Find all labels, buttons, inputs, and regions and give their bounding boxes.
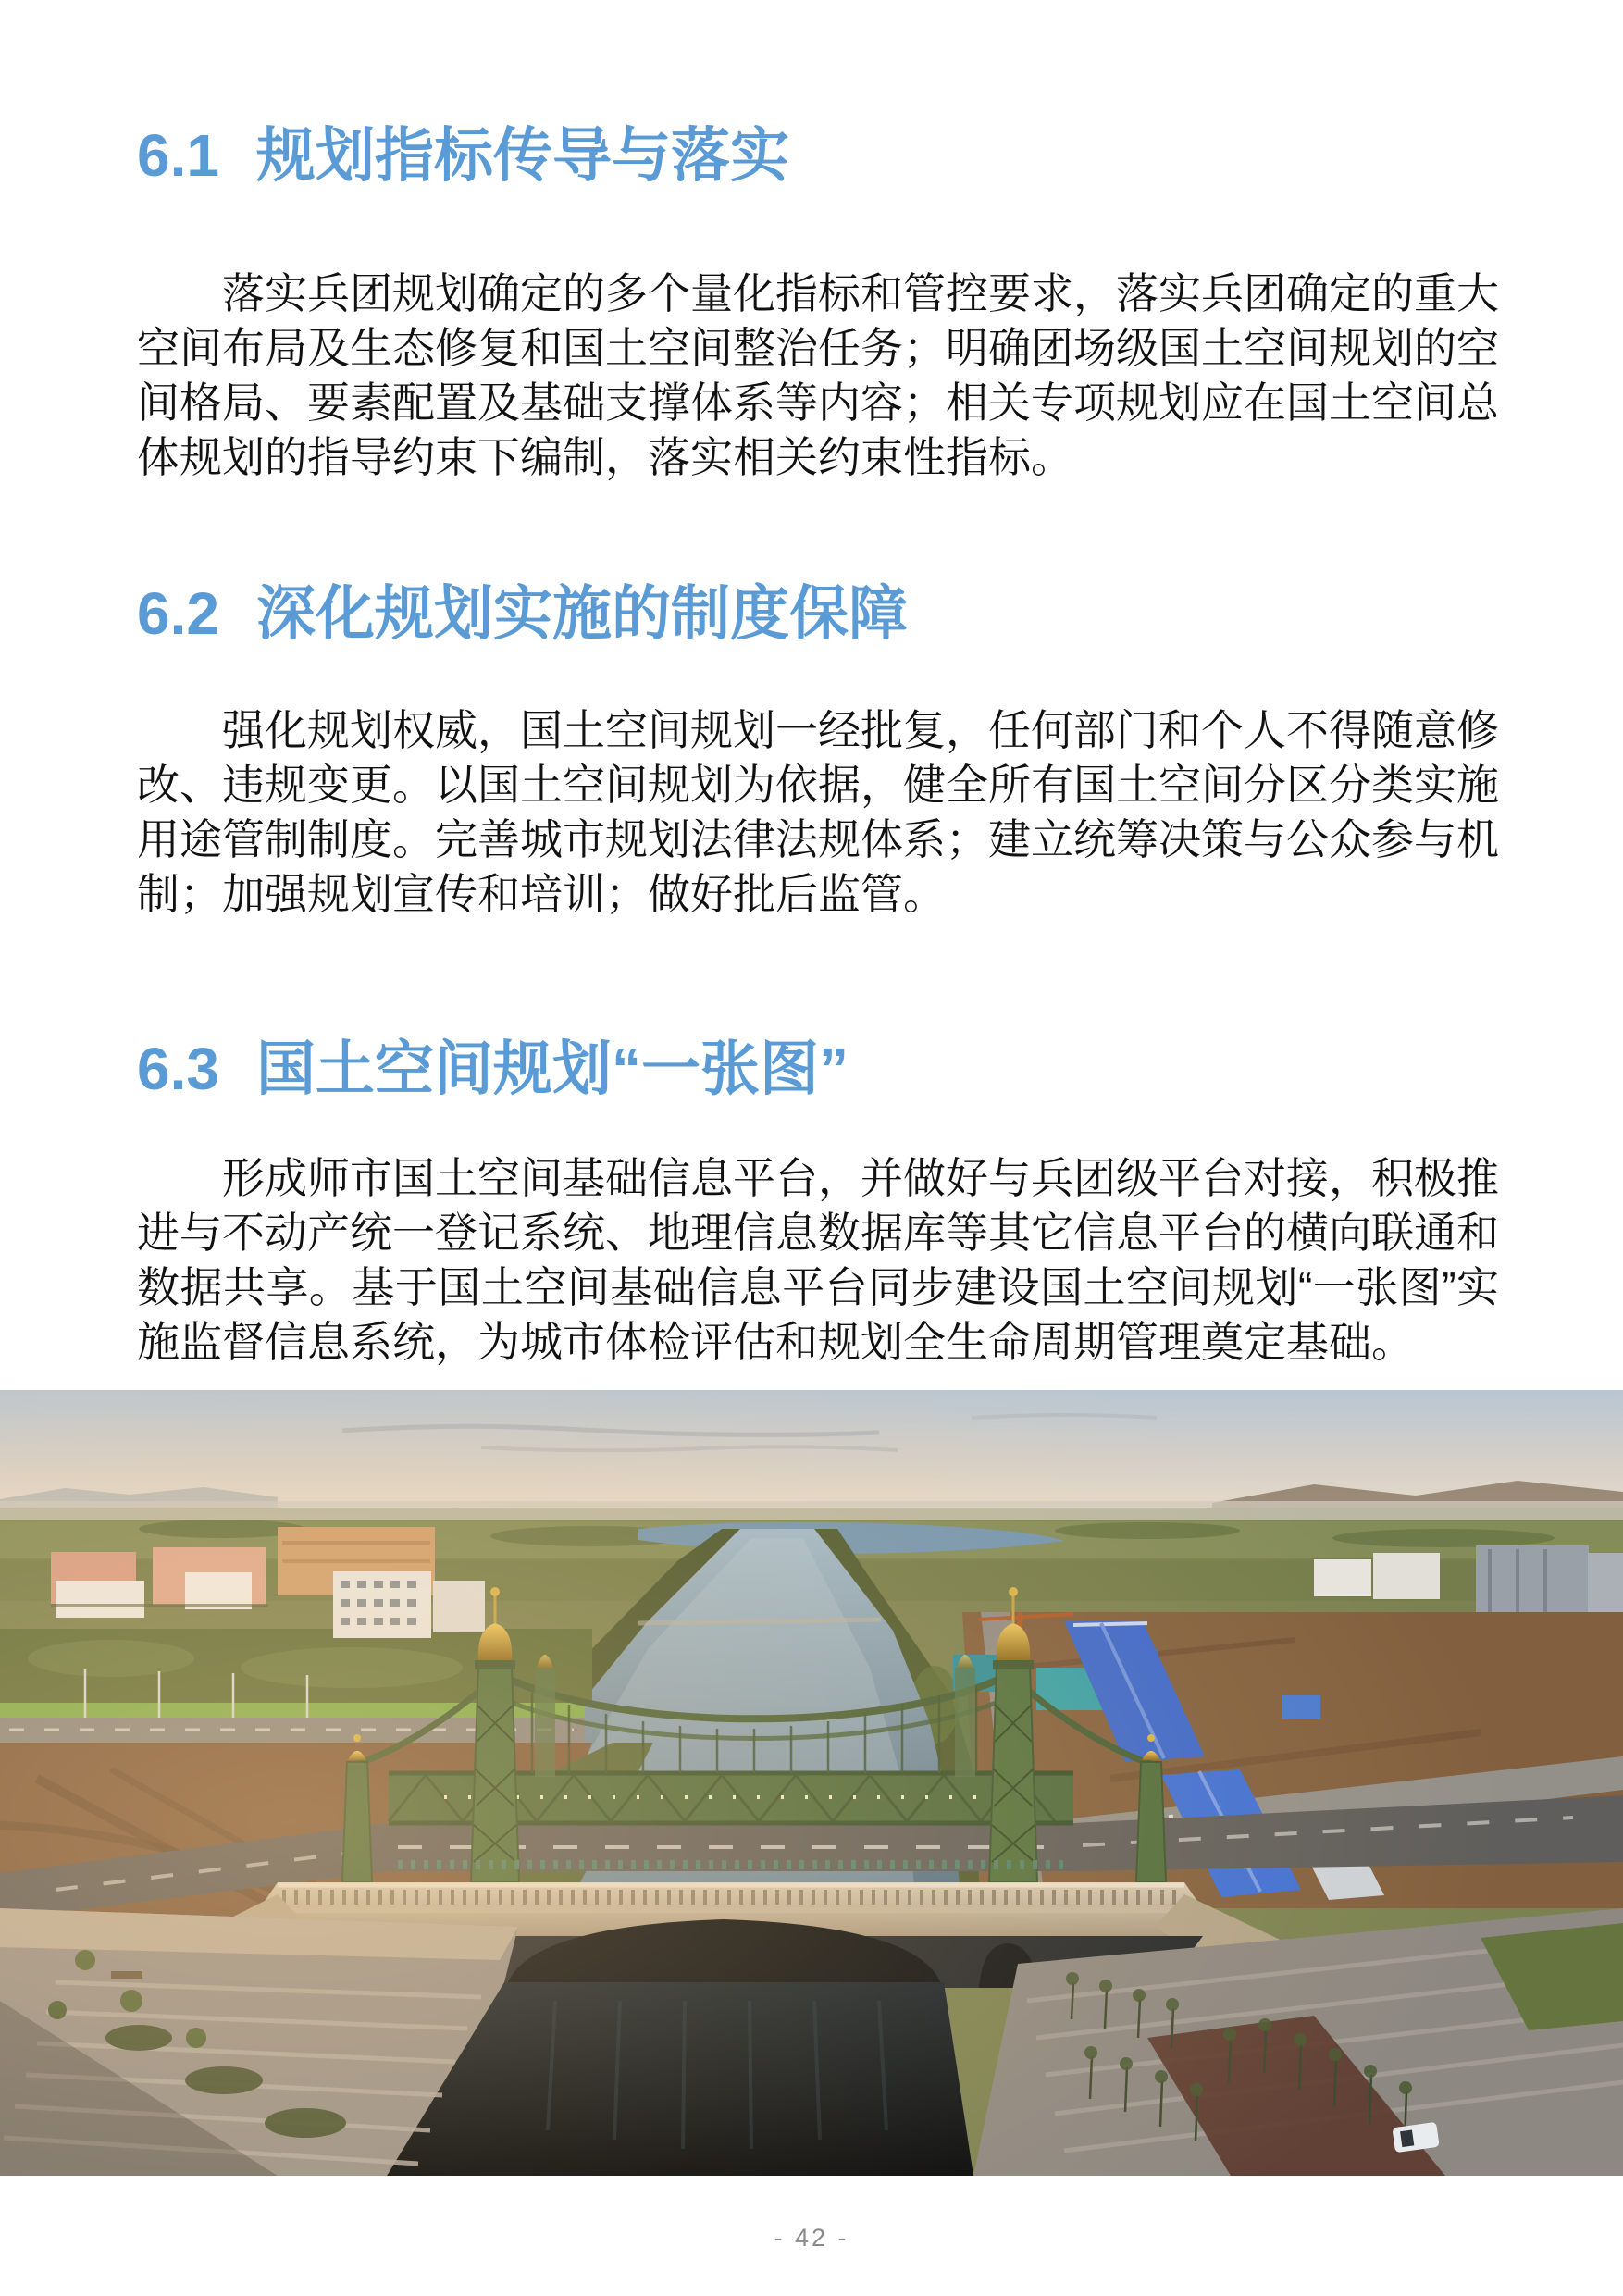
section-title: 规划指标传导与落实 (255, 122, 789, 189)
section-paragraph-6-1: 落实兵团规划确定的多个量化指标和管控要求，落实兵团确定的重大空间布局及生态修复和国土空间整治任务；明确团场级国土空间规划的空间格局、要素配置及基础支撑体系等内容；相关专项规划应在国土空间总体规划的指导约束下编制，落实相关约束性指标。 (137, 269, 1499, 481)
section-number: 6.2 (137, 580, 219, 647)
section-heading-6-2 (137, 581, 1499, 646)
section-number: 6.1 (137, 122, 219, 189)
aerial-bridge-photo (0, 1390, 1623, 2176)
section-number: 6.3 (137, 1036, 219, 1102)
section-paragraph-6-2: 强化规划权威，国土空间规划一经批复，任何部门和个人不得随意修改、违规变更。以国土空间规划为依据，健全所有国土空间分区分类实施用途管制制度。完善城市规划法律法规体系；建立统筹决策与公众参与机制；加强规划宣传和培训；做好批后监管。 (137, 706, 1499, 918)
section-title: 深化规划实施的制度保障 (255, 580, 908, 647)
section-heading-6-3 (137, 1036, 1499, 1101)
page-number: - 42 - (774, 2224, 849, 2252)
text-column (0, 123, 1623, 1370)
section-paragraph-6-3: 形成师市国土空间基础信息平台，并做好与兵团级平台对接，积极推进与不动产统一登记系统、地理信息数据库等其它信息平台的横向联通和数据共享。基于国土空间基础信息平台同步建设国土空间规划“一张图”实施监督信息系统，为城市体检评估和规划全生命周期管理奠定基础。 (137, 1154, 1499, 1366)
section-heading-6-1 (137, 123, 1499, 188)
section-title: 国土空间规划“一张图” (255, 1036, 849, 1102)
